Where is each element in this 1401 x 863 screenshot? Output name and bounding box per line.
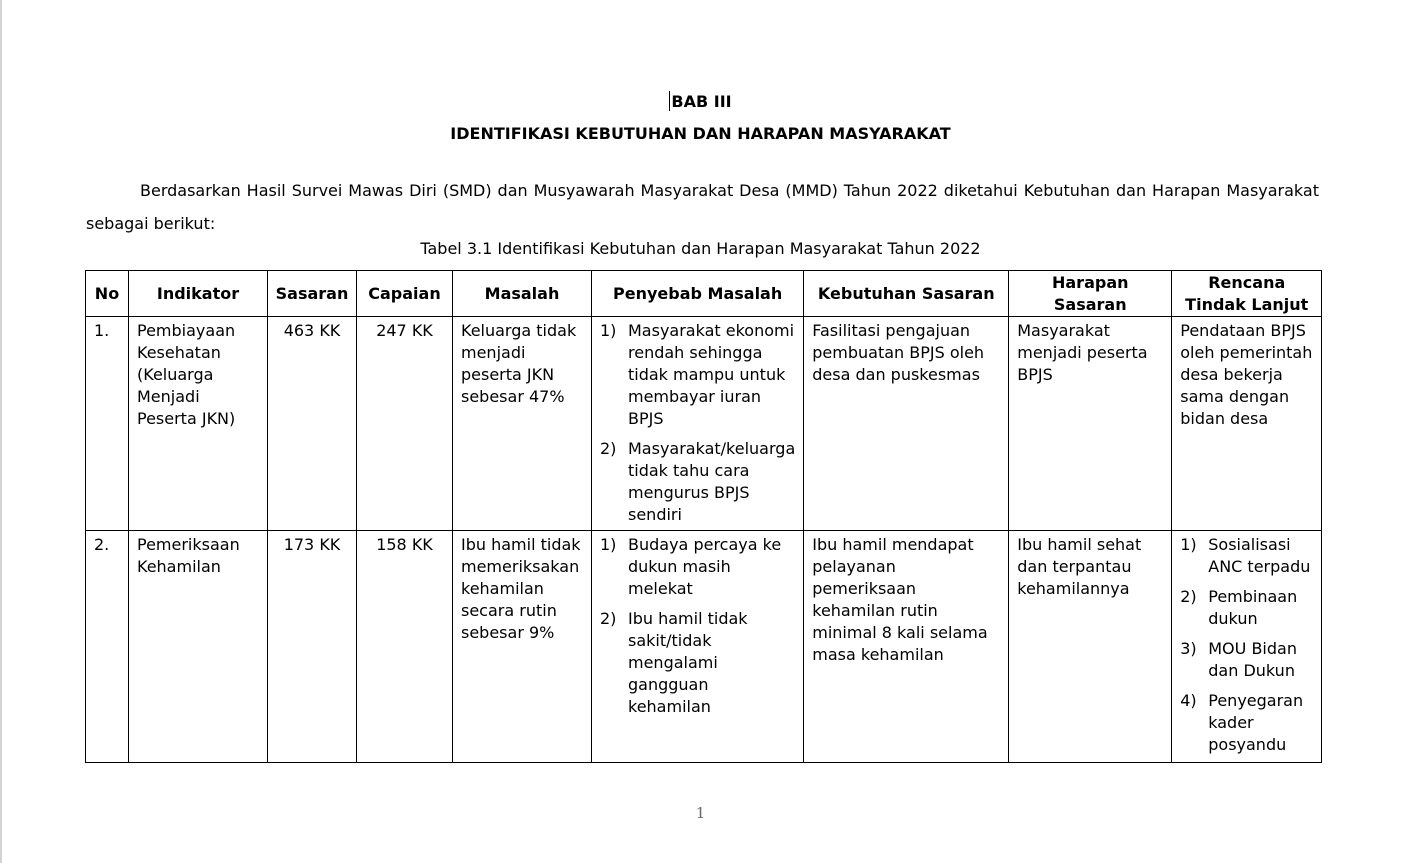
list-item-text: Masyarakat ekonomi rendah sehingga tidak mampu untuk membayar iuran BPJS <box>628 321 795 428</box>
cell-harapan: Ibu hamil sehat dan terpantau kehamilannya <box>1009 531 1172 763</box>
table-caption: Tabel 3.1 Identifikasi Kebutuhan dan Harapan Masyarakat Tahun 2022 <box>420 239 981 258</box>
list-item <box>1180 690 1313 756</box>
table-row <box>86 317 1322 531</box>
header-harapan-line1: Harapan <box>1051 272 1129 292</box>
cell-rencana: Pendataan BPJS oleh pemerintah desa bekerja sama dengan bidan desa <box>1172 317 1322 531</box>
cell-no: 1. <box>86 317 129 531</box>
cell-kebutuhan: Fasilitasi pengajuan pembuatan BPJS oleh desa dan puskesmas <box>804 317 1009 531</box>
list-item-number: 1) <box>600 535 617 554</box>
list-item-number: 2) <box>600 609 617 628</box>
list-item-number: 1) <box>1180 535 1197 554</box>
cell-kebutuhan: Ibu hamil mendapat pelayanan pemeriksaan kehamilan rutin minimal 8 kali selama masa kehamilan <box>804 531 1009 763</box>
header-masalah: Masalah <box>453 271 592 317</box>
cell-indikator: Pemeriksaan Kehamilan <box>129 531 268 763</box>
cell-masalah: Ibu hamil tidak memeriksakan kehamilan secara rutin sebesar 9% <box>453 531 592 763</box>
chapter-heading <box>0 91 1401 111</box>
cell-capaian: 247 KK <box>357 317 453 531</box>
list-item-number: 2) <box>1180 587 1197 606</box>
cell-penyebab <box>592 531 804 763</box>
header-kebutuhan: Kebutuhan Sasaran <box>804 271 1009 317</box>
cell-masalah: Keluarga tidak menjadi peserta JKN sebesar 47% <box>453 317 592 531</box>
list-item <box>600 320 795 430</box>
cell-indikator: Pembiayaan Kesehatan (Keluarga Menjadi Peserta JKN) <box>129 317 268 531</box>
header-indikator: Indikator <box>129 271 268 317</box>
header-rencana-line1: Rencana <box>1208 272 1286 292</box>
list-item <box>600 608 795 718</box>
list-item-number: 4) <box>1180 691 1197 710</box>
header-harapan-line2: Sasaran <box>1053 294 1127 314</box>
cell-sasaran: 173 KK <box>268 531 357 763</box>
cell-penyebab <box>592 317 804 531</box>
list-item-text: Sosialisasi ANC terpadu <box>1208 535 1311 576</box>
chapter-title: IDENTIFIKASI KEBUTUHAN DAN HARAPAN MASYARAKAT <box>450 124 951 143</box>
intro-paragraph: Berdasarkan Hasil Survei Mawas Diri (SMD) dan Musyawarah Masyarakat Desa (MMD) Tahun 2022 diketahui Kebutuhan dan Harapan Masyarakat sebagai berikut: <box>86 181 1319 233</box>
list-item <box>600 438 795 526</box>
list-item-text: MOU Bidan dan Dukun <box>1208 639 1297 680</box>
list-item-number: 3) <box>1180 639 1197 658</box>
table-row <box>86 531 1322 763</box>
list-item-number: 2) <box>600 439 617 458</box>
cell-no: 2. <box>86 531 129 763</box>
list-item-text: Masyarakat/keluarga tidak tahu cara mengurus BPJS sendiri <box>628 439 796 524</box>
header-rencana <box>1172 271 1322 317</box>
rencana-list <box>1180 534 1313 756</box>
list-item <box>1180 534 1313 578</box>
list-item-text: Ibu hamil tidak sakit/tidak mengalami gangguan kehamilan <box>628 609 748 716</box>
header-no: No <box>86 271 129 317</box>
header-penyebab: Penyebab Masalah <box>592 271 804 317</box>
cell-capaian: 158 KK <box>357 531 453 763</box>
needs-table <box>85 270 1322 763</box>
chapter-label: BAB III <box>671 92 732 111</box>
page-number: 1 <box>695 804 706 822</box>
header-sasaran: Sasaran <box>268 271 357 317</box>
table-header-row <box>86 271 1322 317</box>
list-item-text: Pembinaan dukun <box>1208 587 1298 628</box>
header-harapan <box>1009 271 1172 317</box>
header-capaian: Capaian <box>357 271 453 317</box>
penyebab-list <box>600 320 795 526</box>
cell-sasaran: 463 KK <box>268 317 357 531</box>
list-item <box>600 534 795 600</box>
list-item <box>1180 586 1313 630</box>
list-item <box>1180 638 1313 682</box>
cell-rencana <box>1172 531 1322 763</box>
penyebab-list <box>600 534 795 718</box>
list-item-text: Budaya percaya ke dukun masih melekat <box>628 535 782 598</box>
list-item-text: Penyegaran kader posyandu <box>1208 691 1304 754</box>
cell-harapan: Masyarakat menjadi peserta BPJS <box>1009 317 1172 531</box>
header-rencana-line2: Tindak Lanjut <box>1185 294 1309 314</box>
list-item-number: 1) <box>600 321 617 340</box>
